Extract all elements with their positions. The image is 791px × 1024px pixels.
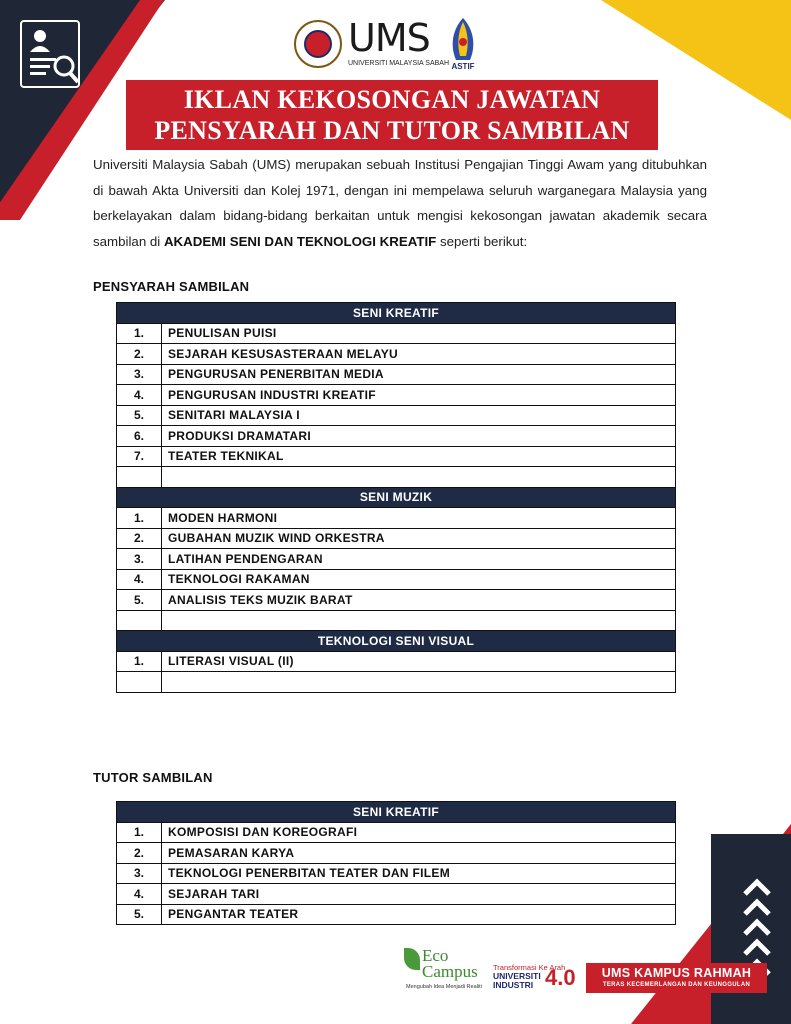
astif-logo [446, 16, 480, 72]
table-row [117, 385, 676, 406]
eco-line-1: Eco [422, 946, 449, 965]
intro-text: Universiti Malaysia Sabah (UMS) merupakan sebuah Institusi Pengajian Tinggi Awam yang ditubuhkan di bawah Akta Universiti dan Kolej 1971, dengan ini mempelawa seluruh warganegara Malaysia yang berkelayakan dalam bidang-bidang berkaitan untuk mengisi kekosongan jawatan akademik secara sambilan di [93, 157, 707, 249]
kampus-rahmah-logo [586, 963, 767, 993]
table-row [117, 508, 676, 529]
ums-logo-text: UMS [348, 16, 430, 60]
intro-academy-name: AKADEMI SENI DAN TEKNOLOGI KREATIF [163, 233, 437, 249]
title-banner [126, 80, 658, 150]
course-name: GUBAHAN MUZIK WIND ORKESTRA [162, 528, 676, 549]
group-heading: SENI KREATIF [117, 303, 676, 324]
row-number: 2. [117, 528, 162, 549]
row-number: 1. [117, 651, 162, 672]
table-row [117, 528, 676, 549]
table-row [117, 405, 676, 426]
table-row [117, 863, 676, 884]
rahmah-subtitle: TERAS KECEMERLANGAN DAN KEUNGGULAN [602, 982, 751, 988]
table-row [117, 884, 676, 905]
row-number: 3. [117, 863, 162, 884]
course-name: PRODUKSI DRAMATARI [162, 426, 676, 447]
course-name: LITERASI VISUAL (II) [162, 651, 676, 672]
corner-decoration-navy-bottom [711, 834, 791, 1024]
intro-paragraph [93, 152, 707, 254]
row-number: 3. [117, 364, 162, 385]
course-name: TEKNOLOGI PENERBITAN TEATER DAN FILEM [162, 863, 676, 884]
empty-row [117, 610, 676, 631]
section-title-tutor: TUTOR SAMBILAN [93, 770, 213, 785]
course-name: PENGANTAR TEATER [162, 904, 676, 925]
row-number: 4. [117, 569, 162, 590]
empty-row [117, 467, 676, 488]
row-number: 7. [117, 446, 162, 467]
row-number: 3. [117, 549, 162, 570]
row-number: 2. [117, 344, 162, 365]
section-title-pensyarah: PENSYARAH SAMBILAN [93, 279, 250, 294]
table-row [117, 651, 676, 672]
course-name: KOMPOSISI DAN KOREOGRAFI [162, 822, 676, 843]
header-logos [292, 14, 482, 74]
astif-logo-text: ASTIF [451, 62, 475, 71]
chevron-up-icon [743, 938, 771, 956]
empty-row [117, 672, 676, 693]
chevron-up-icon [743, 878, 771, 896]
tutor-table [116, 801, 676, 925]
universiti-industri-logo [493, 963, 579, 993]
row-number: 4. [117, 385, 162, 406]
table-row [117, 904, 676, 925]
row-number: 5. [117, 405, 162, 426]
ums-logo-subtitle: UNIVERSITI MALAYSIA SABAH [348, 60, 450, 67]
course-name: SEJARAH KESUSASTERAAN MELAYU [162, 344, 676, 365]
row-number: 1. [117, 323, 162, 344]
row-number: 2. [117, 843, 162, 864]
group-heading: SENI MUZIK [117, 487, 676, 508]
banner-line-1: IKLAN KEKOSONGAN JAWATAN [183, 85, 601, 114]
rahmah-title: UMS KAMPUS RAHMAH [601, 966, 752, 980]
row-number: 5. [117, 590, 162, 611]
course-name: SEJARAH TARI [162, 884, 676, 905]
table-row [117, 822, 676, 843]
course-name: SENITARI MALAYSIA I [162, 405, 676, 426]
table-row [117, 590, 676, 611]
eco-tagline: Mengubah Idea Menjadi Realiti [406, 984, 482, 990]
ui4-number: 4.0 [545, 965, 576, 990]
ums-seal-logo [294, 20, 342, 68]
row-number: 1. [117, 508, 162, 529]
table-row [117, 549, 676, 570]
row-number: 6. [117, 426, 162, 447]
table-row [117, 446, 676, 467]
course-name: PEMASARAN KARYA [162, 843, 676, 864]
banner-line-2: PENSYARAH DAN TUTOR SAMBILAN [154, 116, 630, 145]
leaf-icon [404, 948, 420, 970]
eco-campus-logo [404, 948, 486, 994]
course-name: LATIHAN PENDENGARAN [162, 549, 676, 570]
course-name: TEATER TEKNIKAL [162, 446, 676, 467]
course-name: MODEN HARMONI [162, 508, 676, 529]
table-row [117, 843, 676, 864]
table-row [117, 569, 676, 590]
row-number: 5. [117, 904, 162, 925]
table-row [117, 344, 676, 365]
row-number: 4. [117, 884, 162, 905]
course-name: TEKNOLOGI RAKAMAN [162, 569, 676, 590]
course-name: PENGURUSAN INDUSTRI KREATIF [162, 385, 676, 406]
row-number: 1. [117, 822, 162, 843]
ui4-line-2: INDUSTRI [493, 980, 534, 990]
course-name: PENULISAN PUISI [162, 323, 676, 344]
table-row [117, 323, 676, 344]
chevron-up-icon [743, 898, 771, 916]
table-row [117, 364, 676, 385]
group-heading: SENI KREATIF [117, 802, 676, 823]
ui4-top-text: Transformasi Ke Arah [493, 963, 566, 972]
course-name: ANALISIS TEKS MUZIK BARAT [162, 590, 676, 611]
eco-line-2: Campus [422, 962, 478, 981]
table-row [117, 426, 676, 447]
ui4-line-1: UNIVERSITI [493, 971, 541, 981]
group-heading: TEKNOLOGI SENI VISUAL [117, 631, 676, 652]
resume-search-icon [20, 20, 80, 88]
course-name: PENGURUSAN PENERBITAN MEDIA [162, 364, 676, 385]
chevron-up-icon [743, 918, 771, 936]
intro-text-end: seperti berikut: [436, 233, 528, 249]
pensyarah-table [116, 302, 676, 693]
